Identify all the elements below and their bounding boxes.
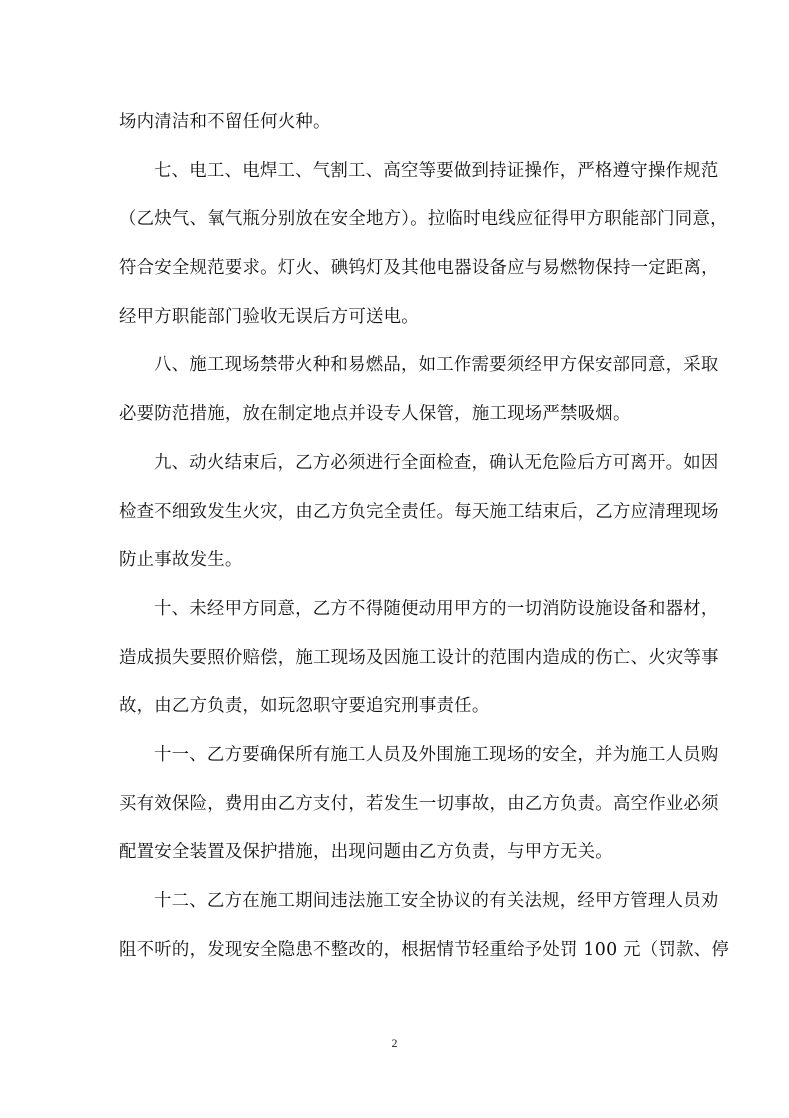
paragraph-12 [119,889,730,962]
paragraph-gap [119,232,671,256]
paragraph-10 [119,597,719,743]
text-line: 造成损失要照价赔偿，施工现场及因施工设计的范围内造成的伤亡、火灾等事 [119,647,719,668]
paragraph-7 [119,159,728,354]
paragraph-11 [119,743,719,889]
paragraph-8 [119,353,719,450]
paragraph-gap [119,426,671,450]
paragraph-gap [119,621,671,645]
paragraph-9 [119,451,719,597]
text-line: 符合安全规范要求。灯火、碘钨灯及其他电器设备应与易燃物保持一定距离， [119,258,719,279]
text-line: 场内清洁和不留任何火种。 [119,112,331,132]
paragraph-gap [119,475,671,499]
document-body [119,110,730,962]
paragraph-gap [119,865,671,889]
text-line: 十二、乙方在施工期间违法施工安全协议的有关法规，经甲方管理人员劝 [154,891,719,911]
paragraph-gap [119,913,671,937]
text-line: 十一、乙方要确保所有施工人员及外围施工现场的安全，并为施工人员购 [154,744,719,765]
text-line: 检查不细致发生火灾，由乙方负完全责任。每天施工结束后，乙方应清理现场 [119,501,719,522]
text-line: （乙炔气、氧气瓶分别放在安全地方）。拉临时电线应征得甲方职能部门同意， [119,209,728,230]
paragraph-gap [119,524,671,548]
paragraph-gap [119,378,671,402]
text-line: 阻不听的，发现安全隐患不整改的，根据情节轻重给予处罚 100 元（罚款、停 [119,939,730,960]
paragraph-gap [119,816,671,840]
text-line: 经甲方职能部门验收无误后方可送电。 [119,306,419,327]
text-line: 配置安全装置及保护措施，出现问题由乙方负责，与甲方无关。 [119,842,613,863]
text-line: 防止事故发生。 [119,550,243,571]
paragraph-6-continued [119,110,671,159]
text-line: 买有效保险，费用由乙方支付，若发生一切事故，由乙方负责。高空作业必须 [119,793,719,814]
paragraph-gap [119,183,671,207]
paragraph-gap [119,573,671,597]
paragraph-gap [119,134,671,158]
text-line: 故，由乙方负责，如玩忽职守要追究刑事责任。 [119,696,490,717]
paragraph-gap [119,719,671,743]
paragraph-gap [119,280,671,304]
text-line: 十、未经甲方同意，乙方不得随便动用甲方的一切消防设施设备和器材， [154,598,719,619]
paragraph-gap [119,670,671,694]
text-line: 必要防范措施，放在制定地点并设专人保管，施工现场严禁吸烟。 [119,404,631,425]
text-line: 八、施工现场禁带火种和易燃品，如工作需要须经甲方保安部同意，采取 [154,355,719,376]
text-line: 七、电工、电焊工、气割工、高空等要做到持证操作，严格遵守操作规范 [154,160,719,181]
paragraph-gap [119,767,671,791]
paragraph-gap [119,329,671,353]
text-line: 九、动火结束后，乙方必须进行全面检查，确认无危险后方可离开。如因 [154,452,719,473]
page-number: 2 [391,1036,398,1050]
